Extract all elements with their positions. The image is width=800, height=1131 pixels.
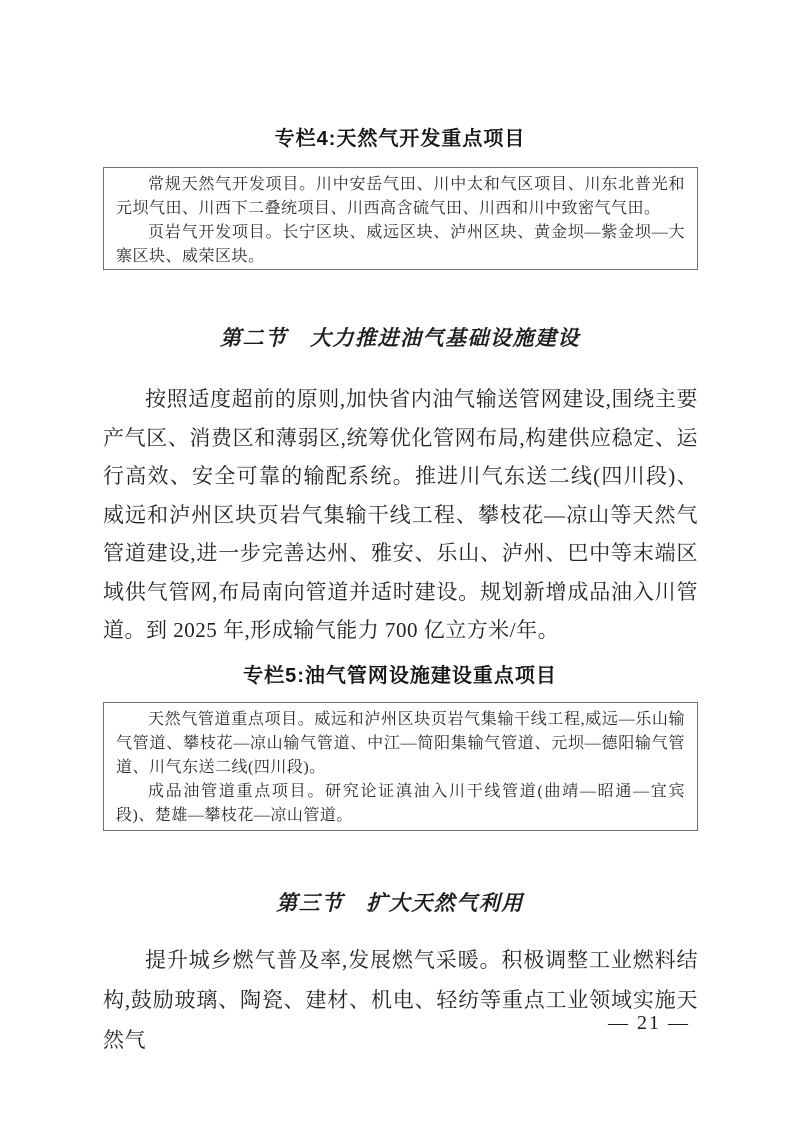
panel4-paragraph-conventional-gas: 常规天然气开发项目。川中安岳气田、川中太和气区项目、川东北普光和元坝气田、川西下二叠统项目、川西高含硫气田、川西和川中致密气气田。 xyxy=(116,176,685,217)
panel5-title: 专栏5:油气管网设施建设重点项目 xyxy=(243,665,557,687)
panel5-paragraph-oil-pipelines: 成品油管道重点项目。研究论证滇油入川干线管道(曲靖—昭通—宜宾段)、楚雄—攀枝花—凉山管道。 xyxy=(116,783,685,824)
panel4-title: 专栏4:天然气开发重点项目 xyxy=(274,128,526,150)
page-number: — 21 — xyxy=(608,1012,690,1034)
panel4-box xyxy=(103,167,698,270)
section3-body-paragraph: 提升城乡燃气普及率,发展燃气采暖。积极调整工业燃料结构,鼓励玻璃、陶瓷、建材、机电、轻纺等重点工业领域实施天然气 xyxy=(103,948,698,1052)
panel4-paragraph-shale-gas: 页岩气开发项目。长宁区块、威远区块、泸州区块、黄金坝—紫金坝—大寨区块、威荣区块。 xyxy=(116,224,685,265)
section3-heading: 第三节 扩大天然气利用 xyxy=(276,891,524,915)
section2-heading: 第二节 大力推进油气基础设施建设 xyxy=(220,326,580,350)
section2-body-paragraph: 按照适度超前的原则,加快省内油气输送管网建设,围绕主要产气区、消费区和薄弱区,统筹优化管网布局,构建供应稳定、运行高效、安全可靠的输配系统。推进川气东送二线(四川段)、威远和泸州区块页岩气集输干线工程、攀枝花—凉山等天然气管道建设,进一步完善达州、雅安、乐山、泸州、巴中等末端区域供气管网,布局南向管道并适时建设。规划新增成品油入川管道。到 2025 年,形成输气能力 700 亿立方米/年。 xyxy=(103,387,698,642)
panel5-box xyxy=(103,702,698,831)
panel5-paragraph-gas-pipelines: 天然气管道重点项目。威远和泸州区块页岩气集输干线工程,威远—乐山输气管道、攀枝花—凉山输气管道、中江—简阳集输气管道、元坝—德阳输气管道、川气东送二线(四川段)。 xyxy=(116,711,685,776)
